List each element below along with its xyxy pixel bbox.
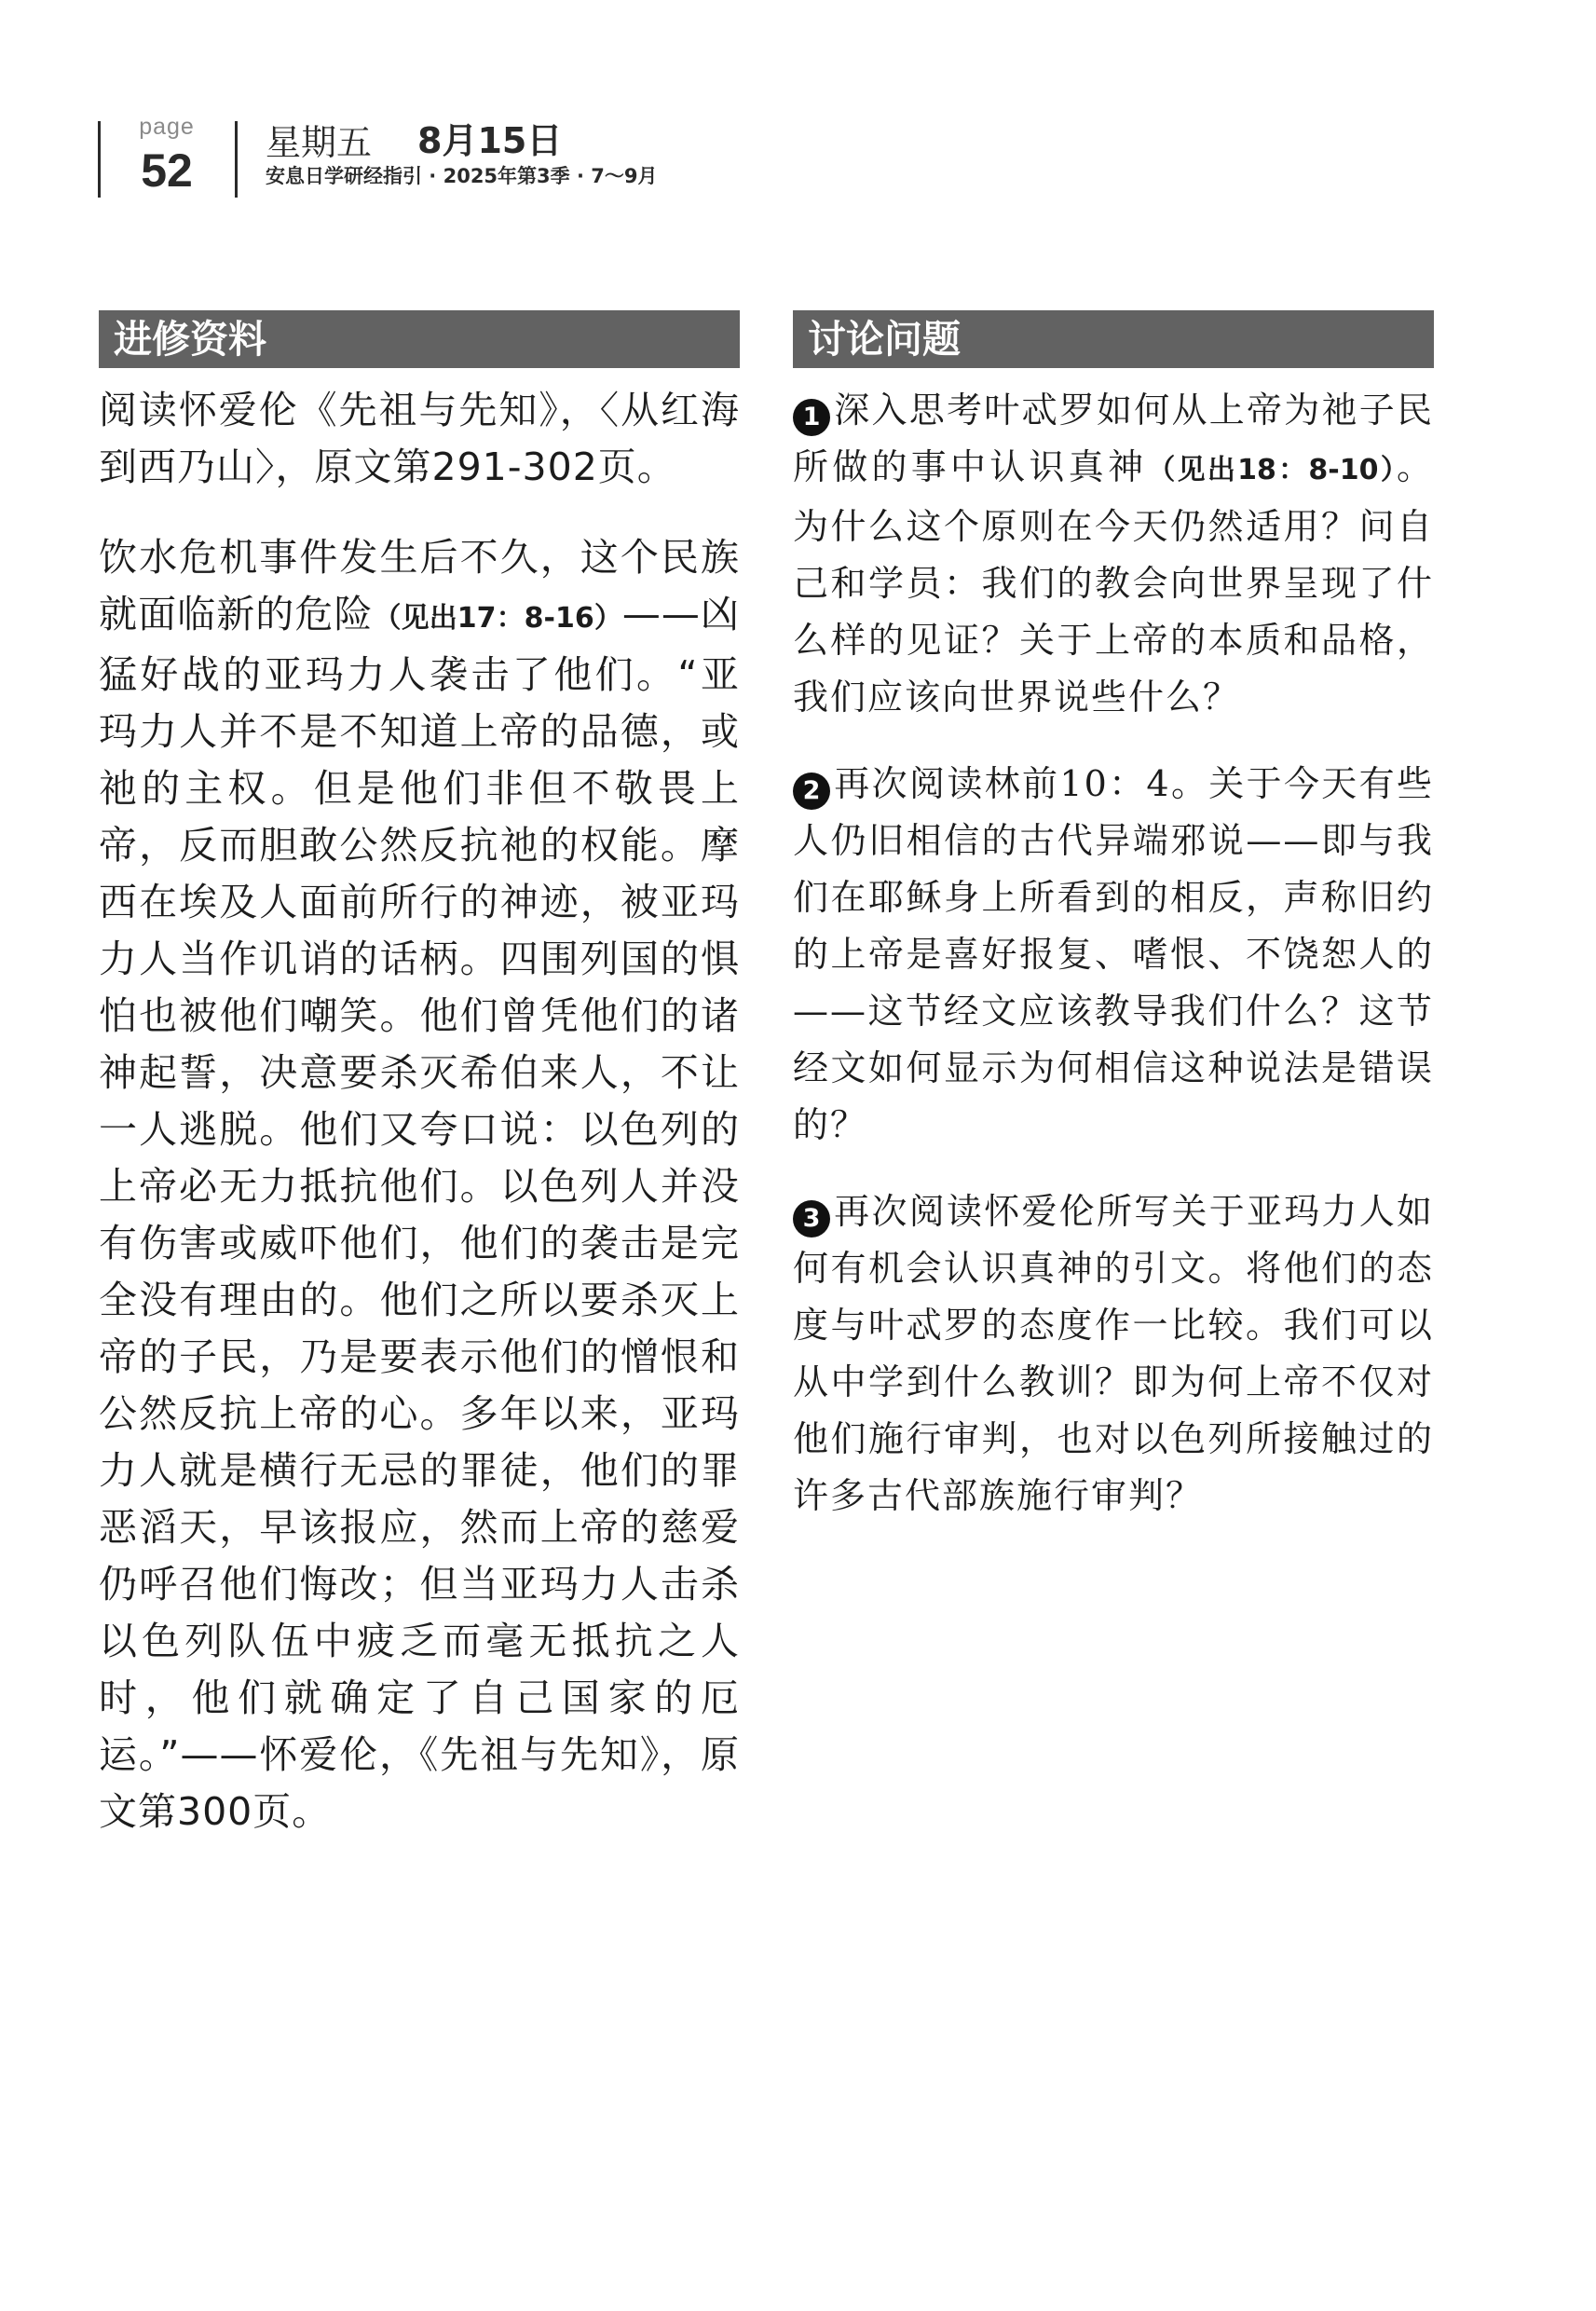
header-date: 8月15日 [417, 120, 563, 161]
discussion-question-3 [793, 1183, 1434, 1525]
question-text-start: 深入思考叶忒罗如何从上帝为祂子民所做的事中认识真神 [793, 390, 1434, 487]
paragraph-text-start: 饮水危机事件发生后不久，这个民族就面临新的危险 [99, 535, 740, 636]
question-text: 再次阅读怀爱伦所写关于亚玛力人如何有机会认识真神的引文。将他们的态度与叶忒罗的态度作一比较。我们可以从中学到什么教训？即为何上帝不仅对他们施行审判，也对以色列所接触过的许多古代部族施行审判？ [793, 1191, 1434, 1516]
further-reading-heading: 进修资料 [99, 310, 740, 368]
question-number-badge: 1 [793, 399, 830, 436]
question-text-end: 。为什么这个原则在今天仍然适用？问自己和学员：我们的教会向世界呈现了什么样的见证？关于上帝的本质和品格，我们应该向世界说些什么？ [793, 446, 1434, 718]
reading-assignment: 阅读怀爱伦《先祖与先知》，〈从红海到西乃山〉，原文第291-302页。 [99, 388, 740, 489]
discussion-question-1 [793, 382, 1434, 726]
paragraph-text-rest: ——凶猛好战的亚玛力人袭击了他们。“亚玛力人并不是不知道上帝的品德，或祂的主权。但是他们非但不敬畏上帝，反而胆敢公然反抗祂的权能。摩西在埃及人面前所行的神迹，被亚玛力人当作讥诮的话柄。四围列国的惧怕也被他们嘲笑。他们曾凭他们的诸神起誓，决意要杀灭希伯来人，不让一人逃脱。他们又夸口说：以色列的上帝必无力抵抗他们。以色列人并没有伤害或威吓他们，他们的袭击是完全没有理由的。他们之所以要杀灭上帝的子民，乃是要表示他们的憎恨和公然反抗上帝的心。多年以来，亚玛力人就是横行无忌的罪徒，他们的罪恶滔天，早该报应，然而上帝的慈爱仍呼召他们悔改；但当亚玛力人击杀以色列队伍中疲乏而毫无抵抗之人时，他们就确定了自己国家的厄运。”——怀爱伦，《先祖与先知》，原文第300页。 [99, 592, 740, 1834]
question-number-badge: 3 [793, 1200, 830, 1238]
scripture-reference: （见出18：8-10） [1147, 454, 1397, 486]
reading-paragraph [99, 529, 740, 1840]
header-divider-left [98, 121, 101, 198]
question-number-badge: 2 [793, 773, 830, 810]
discussion-column [793, 382, 1434, 1554]
discussion-question-2 [793, 756, 1434, 1154]
header-weekday: 星期五 [266, 122, 373, 163]
page-label: page [139, 114, 195, 140]
page-number: 52 [141, 144, 193, 197]
header-subtitle: 安息日学研经指引 · 2025年第3季 · 7～9月 [266, 165, 658, 187]
further-reading-column [99, 382, 740, 1874]
question-text: 再次阅读林前10：4。关于今天有些人仍旧相信的古代异端邪说——即与我们在耶稣身上所看到的相反，声称旧约的上帝是喜好报复、嗜恨、不饶恕人的——这节经文应该教导我们什么？这节经文如何显示为何相信这种说法是错误的？ [793, 763, 1434, 1145]
discussion-heading: 讨论问题 [793, 310, 1434, 368]
header-divider-right [235, 121, 238, 198]
scripture-reference: （见出17：8-16） [373, 602, 622, 635]
